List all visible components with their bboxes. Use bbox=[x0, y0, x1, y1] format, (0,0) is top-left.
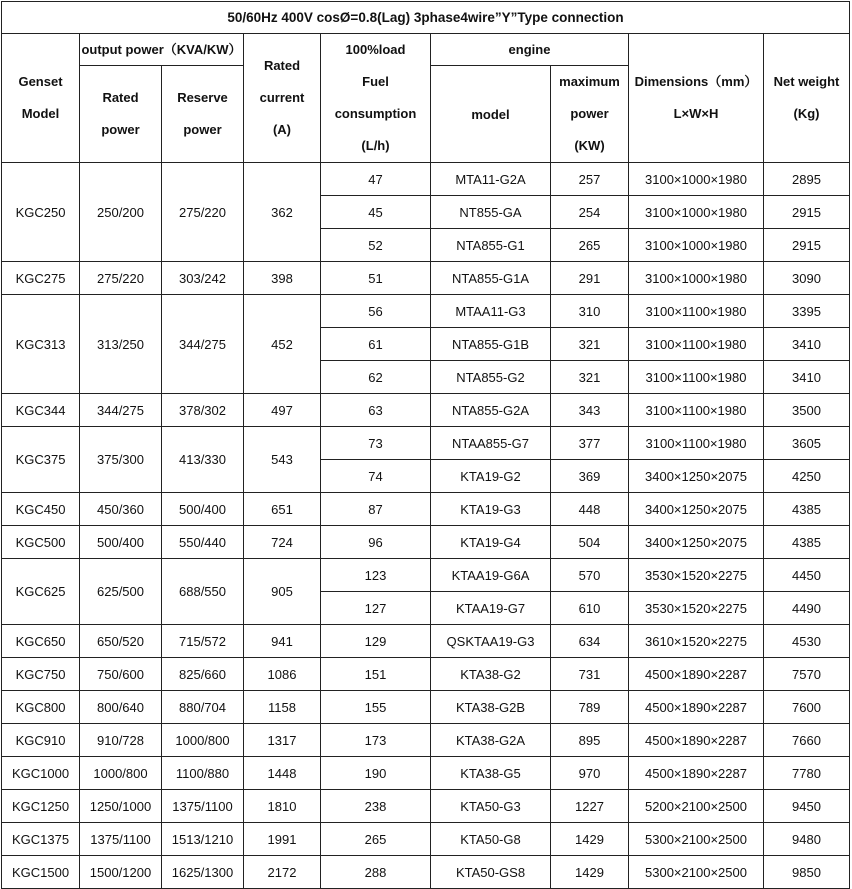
net-weight-cell: 7660 bbox=[764, 724, 850, 757]
engine-model-cell: KTA19-G4 bbox=[431, 526, 551, 559]
rated-power-cell: 313/250 bbox=[80, 295, 162, 394]
maximum-power-cell: 610 bbox=[551, 592, 629, 625]
net-weight-cell: 9850 bbox=[764, 856, 850, 889]
fuel-consumption-cell: 63 bbox=[321, 394, 431, 427]
header-maximum-power bbox=[551, 66, 629, 163]
genset-model-cell: KGC1250 bbox=[2, 790, 80, 823]
rated-current-cell: 1317 bbox=[244, 724, 321, 757]
genset-model-cell: KGC650 bbox=[2, 625, 80, 658]
maximum-power-cell: 504 bbox=[551, 526, 629, 559]
fuel-consumption-cell: 151 bbox=[321, 658, 431, 691]
rated-current-cell: 497 bbox=[244, 394, 321, 427]
header-reserve-power-line2: power bbox=[183, 122, 222, 137]
rated-power-cell: 275/220 bbox=[80, 262, 162, 295]
header-dimensions-line1: Dimensions（mm） bbox=[634, 74, 758, 89]
reserve-power-cell: 1000/800 bbox=[162, 724, 244, 757]
genset-model-cell: KGC1500 bbox=[2, 856, 80, 889]
maximum-power-cell: 970 bbox=[551, 757, 629, 790]
genset-model-cell: KGC313 bbox=[2, 295, 80, 394]
fuel-consumption-cell: 288 bbox=[321, 856, 431, 889]
engine-model-cell: KTA38-G5 bbox=[431, 757, 551, 790]
rated-current-cell: 1086 bbox=[244, 658, 321, 691]
genset-model-cell: KGC344 bbox=[2, 394, 80, 427]
net-weight-cell: 3410 bbox=[764, 328, 850, 361]
net-weight-cell: 9450 bbox=[764, 790, 850, 823]
net-weight-cell: 3500 bbox=[764, 394, 850, 427]
engine-model-cell: NTA855-G2 bbox=[431, 361, 551, 394]
dimensions-cell: 4500×1890×2287 bbox=[629, 658, 764, 691]
engine-model-cell: KTAA19-G7 bbox=[431, 592, 551, 625]
genset-model-cell: KGC500 bbox=[2, 526, 80, 559]
table-row bbox=[2, 559, 850, 592]
net-weight-cell: 4450 bbox=[764, 559, 850, 592]
header-reserve-power bbox=[162, 66, 244, 163]
dimensions-cell: 4500×1890×2287 bbox=[629, 724, 764, 757]
reserve-power-cell: 378/302 bbox=[162, 394, 244, 427]
table-row bbox=[2, 658, 850, 691]
rated-power-cell: 910/728 bbox=[80, 724, 162, 757]
header-maximum-power-line1: maximum bbox=[559, 74, 620, 89]
rated-power-cell: 344/275 bbox=[80, 394, 162, 427]
header-rated-current bbox=[244, 34, 321, 163]
engine-model-cell: KTA50-GS8 bbox=[431, 856, 551, 889]
dimensions-cell: 3400×1250×2075 bbox=[629, 526, 764, 559]
header-genset-model bbox=[2, 34, 80, 163]
dimensions-cell: 5300×2100×2500 bbox=[629, 823, 764, 856]
net-weight-cell: 4250 bbox=[764, 460, 850, 493]
reserve-power-cell: 688/550 bbox=[162, 559, 244, 625]
reserve-power-cell: 275/220 bbox=[162, 163, 244, 262]
fuel-consumption-cell: 62 bbox=[321, 361, 431, 394]
fuel-consumption-cell: 47 bbox=[321, 163, 431, 196]
header-fuel-line1: 100%load bbox=[345, 42, 406, 57]
net-weight-cell: 4385 bbox=[764, 526, 850, 559]
rated-current-cell: 1158 bbox=[244, 691, 321, 724]
fuel-consumption-cell: 61 bbox=[321, 328, 431, 361]
engine-model-cell: NTA855-G2A bbox=[431, 394, 551, 427]
engine-model-cell: NTA855-G1 bbox=[431, 229, 551, 262]
fuel-consumption-cell: 123 bbox=[321, 559, 431, 592]
table-title: 50/60Hz 400V cosØ=0.8(Lag) 3phase4wire”Y”Type connection bbox=[2, 2, 850, 34]
rated-power-cell: 375/300 bbox=[80, 427, 162, 493]
engine-model-cell: KTA50-G8 bbox=[431, 823, 551, 856]
table-row bbox=[2, 394, 850, 427]
rated-power-cell: 1500/1200 bbox=[80, 856, 162, 889]
rated-power-cell: 250/200 bbox=[80, 163, 162, 262]
maximum-power-cell: 257 bbox=[551, 163, 629, 196]
table-row bbox=[2, 856, 850, 889]
genset-model-cell: KGC750 bbox=[2, 658, 80, 691]
fuel-consumption-cell: 51 bbox=[321, 262, 431, 295]
net-weight-cell: 4385 bbox=[764, 493, 850, 526]
dimensions-cell: 3100×1000×1980 bbox=[629, 163, 764, 196]
table-row bbox=[2, 262, 850, 295]
header-engine: engine bbox=[431, 34, 629, 66]
net-weight-cell: 3605 bbox=[764, 427, 850, 460]
maximum-power-cell: 1429 bbox=[551, 856, 629, 889]
rated-current-cell: 1991 bbox=[244, 823, 321, 856]
table-row bbox=[2, 724, 850, 757]
genset-model-cell: KGC250 bbox=[2, 163, 80, 262]
net-weight-cell: 7780 bbox=[764, 757, 850, 790]
maximum-power-cell: 731 bbox=[551, 658, 629, 691]
table-row bbox=[2, 295, 850, 328]
maximum-power-cell: 1227 bbox=[551, 790, 629, 823]
genset-model-cell: KGC375 bbox=[2, 427, 80, 493]
fuel-consumption-cell: 190 bbox=[321, 757, 431, 790]
table-row bbox=[2, 427, 850, 460]
genset-model-cell: KGC275 bbox=[2, 262, 80, 295]
dimensions-cell: 5200×2100×2500 bbox=[629, 790, 764, 823]
engine-model-cell: KTA50-G3 bbox=[431, 790, 551, 823]
genset-model-cell: KGC625 bbox=[2, 559, 80, 625]
rated-current-cell: 362 bbox=[244, 163, 321, 262]
dimensions-cell: 3100×1000×1980 bbox=[629, 196, 764, 229]
engine-model-cell: KTA38-G2B bbox=[431, 691, 551, 724]
fuel-consumption-cell: 45 bbox=[321, 196, 431, 229]
engine-model-cell: KTA38-G2 bbox=[431, 658, 551, 691]
rated-power-cell: 1375/1100 bbox=[80, 823, 162, 856]
spec-body bbox=[2, 163, 850, 889]
genset-model-cell: KGC910 bbox=[2, 724, 80, 757]
dimensions-cell: 3100×1000×1980 bbox=[629, 262, 764, 295]
engine-model-cell: KTAA19-G6A bbox=[431, 559, 551, 592]
maximum-power-cell: 321 bbox=[551, 328, 629, 361]
reserve-power-cell: 413/330 bbox=[162, 427, 244, 493]
dimensions-cell: 4500×1890×2287 bbox=[629, 691, 764, 724]
header-dimensions bbox=[629, 34, 764, 163]
reserve-power-cell: 715/572 bbox=[162, 625, 244, 658]
fuel-consumption-cell: 155 bbox=[321, 691, 431, 724]
dimensions-cell: 3400×1250×2075 bbox=[629, 460, 764, 493]
reserve-power-cell: 1625/1300 bbox=[162, 856, 244, 889]
genset-spec-table bbox=[1, 1, 850, 889]
engine-model-cell: KTA38-G2A bbox=[431, 724, 551, 757]
header-rated-current-line1: Rated bbox=[263, 58, 301, 73]
reserve-power-cell: 303/242 bbox=[162, 262, 244, 295]
maximum-power-cell: 254 bbox=[551, 196, 629, 229]
net-weight-cell: 2915 bbox=[764, 196, 850, 229]
header-engine-model: model bbox=[431, 66, 551, 163]
header-rated-power bbox=[80, 66, 162, 163]
engine-model-cell: NTAA855-G7 bbox=[431, 427, 551, 460]
engine-model-cell: NT855-GA bbox=[431, 196, 551, 229]
maximum-power-cell: 369 bbox=[551, 460, 629, 493]
dimensions-cell: 3100×1000×1980 bbox=[629, 229, 764, 262]
net-weight-cell: 3395 bbox=[764, 295, 850, 328]
header-dimensions-line2: L×W×H bbox=[673, 106, 719, 121]
maximum-power-cell: 343 bbox=[551, 394, 629, 427]
dimensions-cell: 5300×2100×2500 bbox=[629, 856, 764, 889]
header-rated-current-line3: (A) bbox=[272, 122, 292, 137]
fuel-consumption-cell: 96 bbox=[321, 526, 431, 559]
rated-current-cell: 941 bbox=[244, 625, 321, 658]
fuel-consumption-cell: 265 bbox=[321, 823, 431, 856]
header-fuel-line3: consumption bbox=[334, 106, 417, 121]
genset-model-cell: KGC1000 bbox=[2, 757, 80, 790]
table-row bbox=[2, 526, 850, 559]
engine-model-cell: MTAA11-G3 bbox=[431, 295, 551, 328]
fuel-consumption-cell: 74 bbox=[321, 460, 431, 493]
rated-power-cell: 500/400 bbox=[80, 526, 162, 559]
header-net-weight bbox=[764, 34, 850, 163]
genset-model-cell: KGC1375 bbox=[2, 823, 80, 856]
fuel-consumption-cell: 173 bbox=[321, 724, 431, 757]
header-rated-current-line2: current bbox=[259, 90, 305, 105]
table-row bbox=[2, 625, 850, 658]
maximum-power-cell: 377 bbox=[551, 427, 629, 460]
reserve-power-cell: 1513/1210 bbox=[162, 823, 244, 856]
maximum-power-cell: 895 bbox=[551, 724, 629, 757]
reserve-power-cell: 500/400 bbox=[162, 493, 244, 526]
engine-model-cell: QSKTAA19-G3 bbox=[431, 625, 551, 658]
header-net-weight-line2: (Kg) bbox=[793, 106, 820, 121]
header-fuel-consumption bbox=[321, 34, 431, 163]
reserve-power-cell: 1100/880 bbox=[162, 757, 244, 790]
rated-current-cell: 398 bbox=[244, 262, 321, 295]
table-row bbox=[2, 163, 850, 196]
genset-model-cell: KGC800 bbox=[2, 691, 80, 724]
rated-power-cell: 450/360 bbox=[80, 493, 162, 526]
net-weight-cell: 3410 bbox=[764, 361, 850, 394]
dimensions-cell: 4500×1890×2287 bbox=[629, 757, 764, 790]
fuel-consumption-cell: 52 bbox=[321, 229, 431, 262]
rated-power-cell: 650/520 bbox=[80, 625, 162, 658]
engine-model-cell: KTA19-G2 bbox=[431, 460, 551, 493]
rated-current-cell: 2172 bbox=[244, 856, 321, 889]
dimensions-cell: 3400×1250×2075 bbox=[629, 493, 764, 526]
rated-power-cell: 1000/800 bbox=[80, 757, 162, 790]
table-row bbox=[2, 757, 850, 790]
rated-current-cell: 1810 bbox=[244, 790, 321, 823]
dimensions-cell: 3100×1100×1980 bbox=[629, 394, 764, 427]
dimensions-cell: 3100×1100×1980 bbox=[629, 361, 764, 394]
header-rated-power-line1: Rated bbox=[102, 90, 139, 105]
maximum-power-cell: 1429 bbox=[551, 823, 629, 856]
header-maximum-power-line2: power bbox=[570, 106, 609, 121]
maximum-power-cell: 448 bbox=[551, 493, 629, 526]
reserve-power-cell: 880/704 bbox=[162, 691, 244, 724]
header-rated-power-line2: power bbox=[101, 122, 140, 137]
header-fuel-line2: Fuel bbox=[362, 74, 389, 89]
maximum-power-cell: 321 bbox=[551, 361, 629, 394]
rated-power-cell: 800/640 bbox=[80, 691, 162, 724]
rated-current-cell: 452 bbox=[244, 295, 321, 394]
engine-model-cell: KTA19-G3 bbox=[431, 493, 551, 526]
dimensions-cell: 3100×1100×1980 bbox=[629, 295, 764, 328]
rated-current-cell: 651 bbox=[244, 493, 321, 526]
table-row bbox=[2, 823, 850, 856]
rated-current-cell: 905 bbox=[244, 559, 321, 625]
rated-current-cell: 543 bbox=[244, 427, 321, 493]
header-output-power: output power（KVA/KW） bbox=[80, 34, 244, 66]
dimensions-cell: 3610×1520×2275 bbox=[629, 625, 764, 658]
net-weight-cell: 2895 bbox=[764, 163, 850, 196]
reserve-power-cell: 1375/1100 bbox=[162, 790, 244, 823]
net-weight-cell: 7600 bbox=[764, 691, 850, 724]
reserve-power-cell: 550/440 bbox=[162, 526, 244, 559]
header-net-weight-line1: Net weight bbox=[773, 74, 840, 89]
maximum-power-cell: 634 bbox=[551, 625, 629, 658]
rated-power-cell: 1250/1000 bbox=[80, 790, 162, 823]
fuel-consumption-cell: 56 bbox=[321, 295, 431, 328]
table-row bbox=[2, 790, 850, 823]
net-weight-cell: 7570 bbox=[764, 658, 850, 691]
genset-model-cell: KGC450 bbox=[2, 493, 80, 526]
reserve-power-cell: 344/275 bbox=[162, 295, 244, 394]
rated-current-cell: 724 bbox=[244, 526, 321, 559]
header-fuel-line4: (L/h) bbox=[361, 138, 390, 153]
header-reserve-power-line1: Reserve bbox=[177, 90, 228, 105]
net-weight-cell: 9480 bbox=[764, 823, 850, 856]
header-maximum-power-line3: (KW) bbox=[574, 138, 605, 153]
maximum-power-cell: 291 bbox=[551, 262, 629, 295]
dimensions-cell: 3530×1520×2275 bbox=[629, 559, 764, 592]
fuel-consumption-cell: 87 bbox=[321, 493, 431, 526]
engine-model-cell: MTA11-G2A bbox=[431, 163, 551, 196]
table-row bbox=[2, 691, 850, 724]
maximum-power-cell: 789 bbox=[551, 691, 629, 724]
engine-model-cell: NTA855-G1A bbox=[431, 262, 551, 295]
fuel-consumption-cell: 238 bbox=[321, 790, 431, 823]
fuel-consumption-cell: 127 bbox=[321, 592, 431, 625]
rated-power-cell: 750/600 bbox=[80, 658, 162, 691]
net-weight-cell: 4490 bbox=[764, 592, 850, 625]
maximum-power-cell: 570 bbox=[551, 559, 629, 592]
maximum-power-cell: 310 bbox=[551, 295, 629, 328]
fuel-consumption-cell: 73 bbox=[321, 427, 431, 460]
fuel-consumption-cell: 129 bbox=[321, 625, 431, 658]
reserve-power-cell: 825/660 bbox=[162, 658, 244, 691]
dimensions-cell: 3100×1100×1980 bbox=[629, 328, 764, 361]
dimensions-cell: 3100×1100×1980 bbox=[629, 427, 764, 460]
net-weight-cell: 3090 bbox=[764, 262, 850, 295]
net-weight-cell: 4530 bbox=[764, 625, 850, 658]
maximum-power-cell: 265 bbox=[551, 229, 629, 262]
header-genset-model-line2: Model bbox=[21, 106, 60, 121]
rated-power-cell: 625/500 bbox=[80, 559, 162, 625]
engine-model-cell: NTA855-G1B bbox=[431, 328, 551, 361]
rated-current-cell: 1448 bbox=[244, 757, 321, 790]
net-weight-cell: 2915 bbox=[764, 229, 850, 262]
table-row bbox=[2, 493, 850, 526]
dimensions-cell: 3530×1520×2275 bbox=[629, 592, 764, 625]
header-genset-model-line1: Genset bbox=[18, 74, 63, 89]
